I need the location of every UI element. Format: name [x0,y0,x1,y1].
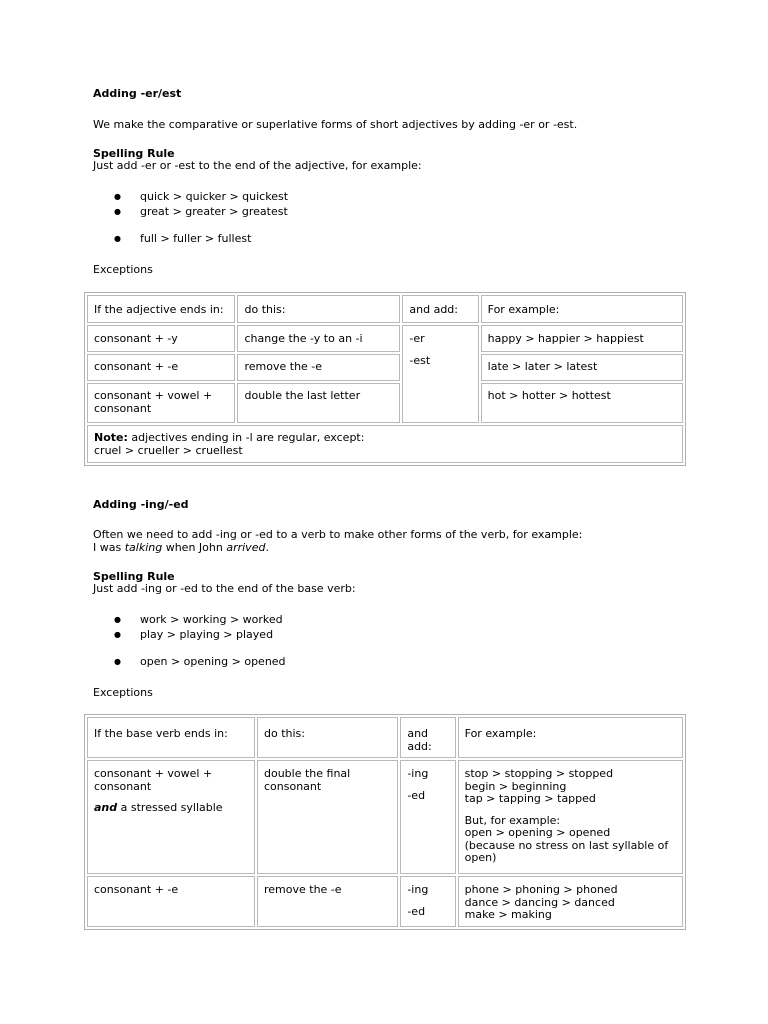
section1-exceptions-label: Exceptions [93,263,153,276]
list-item: ● full > fuller > fullest [93,231,288,246]
ending-and: and [94,801,118,814]
section2-bullet-list [93,612,286,669]
list-item: ● open > opening > opened [93,654,286,669]
section1-title: Adding -er/est [93,87,182,100]
example-prefix: I was [93,541,125,554]
example-line: make > making [464,908,552,921]
note-example: cruel > crueller > cruellest [94,443,243,457]
header-ending: If the base verb ends in: [87,717,255,758]
header-add: and add: [400,717,455,758]
cell-ending: consonant + -y [87,325,235,352]
table-row [87,325,683,352]
adjective-exceptions-table [84,292,686,466]
list-item: ● play > playing > played [93,627,286,642]
cell-example: late > later > latest [481,354,683,381]
cell-ending [87,760,255,874]
example-mid: when John [162,541,227,554]
note-cell [87,425,683,463]
section1-intro: We make the comparative or superlative forms of short adjectives by adding -er or -est. [93,118,578,131]
list-item: ● work > working > worked [93,612,286,627]
cell-example [458,876,683,927]
ending-condition [94,802,248,815]
table-row [87,760,683,874]
cell-add [400,876,455,927]
add-ing: -ing [407,767,429,780]
table-row [87,354,683,381]
header-example: For example: [481,295,683,323]
section1-rule-heading: Spelling Rule [93,147,175,160]
cell-action: double the final consonant [257,760,398,874]
cell-ending: consonant + -e [87,876,255,927]
header-add: and add: [402,295,478,323]
add-ed: -ed [407,788,426,802]
example-line: begin > beginning [464,779,567,793]
cell-ending: consonant + -e [87,354,235,381]
cell-example: hot > hotter > hottest [481,383,683,423]
cell-add-suffixes [402,325,478,423]
but-label: But, for example: [464,813,561,827]
cell-add [400,760,455,874]
section2-exceptions-label: Exceptions [93,686,153,699]
section2-example-sentence [93,541,269,554]
cell-ending: consonant + vowel + consonant [87,383,235,423]
table-row [87,383,683,423]
table-row [87,876,683,927]
table-header-row [87,295,683,323]
list-item: ● quick > quicker > quickest [93,189,288,204]
section2-rule-heading: Spelling Rule [93,570,175,583]
cell-action: remove the -e [257,876,398,927]
verb-exceptions-table [84,714,686,930]
cell-action: remove the -e [237,354,400,381]
example-line: dance > dancing > danced [464,895,615,909]
note-label: Note: [94,431,128,444]
section2-intro: Often we need to add -ing or -ed to a verb to make other forms of the verb, for example: [93,528,583,541]
but-example: open > opening > opened [464,826,611,839]
header-example: For example: [458,717,683,758]
cell-action: double the last letter [237,383,400,423]
list-item: ● great > greater > greatest [93,204,288,219]
ending-text: consonant + vowel + consonant [94,767,213,793]
example-line: tap > tapping > tapped [464,792,596,805]
cell-action: change the -y to an -i [237,325,400,352]
section2-rule-text: Just add -ing or -ed to the end of the base verb: [93,582,356,595]
add-er: -er [409,332,425,345]
add-ing: -ing [407,883,429,896]
example-line: phone > phoning > phoned [464,883,618,896]
add-ed: -ed [407,904,426,918]
table-header-row [87,717,683,758]
but-note: (because no stress on last syllable of open) [464,838,669,864]
header-ending: If the adjective ends in: [87,295,235,323]
example-line: stop > stopping > stopped [464,767,614,780]
note-text: adjectives ending in -l are regular, except: [127,431,365,444]
section1-rule-text: Just add -er or -est to the end of the adjective, for example: [93,159,422,172]
section1-bullet-list [93,189,288,246]
table-note-row [87,425,683,463]
add-est: -est [409,353,431,367]
header-action: do this: [237,295,400,323]
cell-example [458,760,683,874]
header-action: do this: [257,717,398,758]
example-word-talking: talking [124,541,163,554]
example-suffix: . [265,541,269,554]
cell-example: happy > happier > happiest [481,325,683,352]
section2-title: Adding -ing/-ed [93,498,189,511]
ending-rest: a stressed syllable [117,801,223,814]
example-word-arrived: arrived [226,541,266,554]
